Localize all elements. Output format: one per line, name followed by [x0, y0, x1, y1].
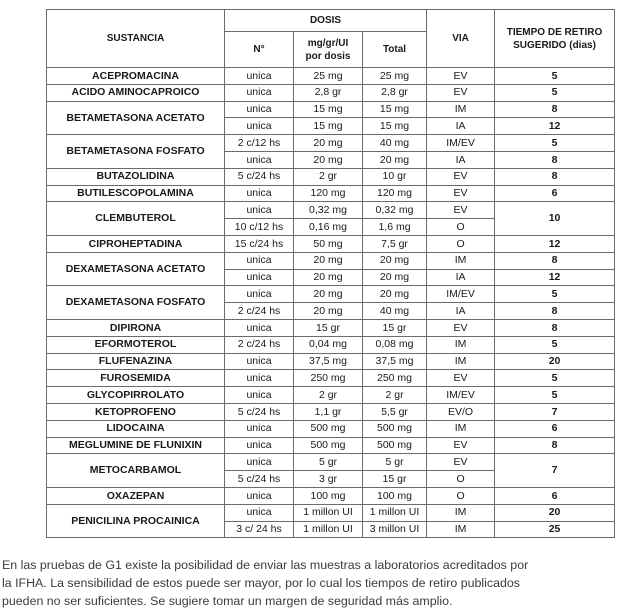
dose-total: 10 gr [363, 168, 427, 185]
substance-name: CLEMBUTEROL [47, 202, 225, 236]
dose-count: 5 c/24 hs [225, 168, 294, 185]
dose-per-administration: 500 mg [294, 437, 363, 454]
withdrawal-days: 12 [495, 235, 615, 252]
substance-name: BUTILESCOPOLAMINA [47, 185, 225, 202]
route: IM/EV [427, 135, 495, 152]
withdrawal-days: 5 [495, 135, 615, 152]
withdrawal-days: 6 [495, 185, 615, 202]
dose-per-administration: 20 mg [294, 286, 363, 303]
substance-name: PENICILINA PROCAINICA [47, 504, 225, 538]
withdrawal-days: 10 [495, 202, 615, 236]
dose-count: unica [225, 504, 294, 521]
table-row [47, 487, 615, 504]
table-row [47, 84, 615, 101]
table-row [47, 135, 615, 152]
dose-count: unica [225, 370, 294, 387]
dose-total: 15 mg [363, 101, 427, 118]
dose-total: 15 gr [363, 319, 427, 336]
table-row [47, 252, 615, 269]
substance-name: FLUFENAZINA [47, 353, 225, 370]
withdrawal-days: 20 [495, 504, 615, 521]
dose-per-administration: 15 gr [294, 319, 363, 336]
dose-total: 2 gr [363, 387, 427, 404]
route: IM/EV [427, 286, 495, 303]
dose-count: unica [225, 387, 294, 404]
dose-total: 120 mg [363, 185, 427, 202]
dose-total: 500 mg [363, 420, 427, 437]
table-row [47, 319, 615, 336]
route: O [427, 235, 495, 252]
table-row [47, 353, 615, 370]
substance-name: LIDOCAINA [47, 420, 225, 437]
dose-count: unica [225, 286, 294, 303]
dose-per-administration: 2 gr [294, 168, 363, 185]
route: EV [427, 84, 495, 101]
footnote-line-2: la IFHA. La sensibilidad de estos puede ser mayor, por lo cual los tiempos de retiro publicados [2, 576, 520, 590]
withdrawal-days: 12 [495, 118, 615, 135]
dose-total: 5 gr [363, 454, 427, 471]
route: EV [427, 319, 495, 336]
dose-per-administration: 2,8 gr [294, 84, 363, 101]
substance-name: ACIDO AMINOCAPROICO [47, 84, 225, 101]
route: EV [427, 454, 495, 471]
withdrawal-days: 8 [495, 303, 615, 320]
header-via: VIA [427, 10, 495, 68]
dose-total: 2,8 gr [363, 84, 427, 101]
route: IA [427, 269, 495, 286]
dose-total: 20 mg [363, 286, 427, 303]
header-mg-line2: por dosis [305, 50, 351, 62]
substance-name: MEGLUMINE DE FLUNIXIN [47, 437, 225, 454]
dose-total: 100 mg [363, 487, 427, 504]
dose-count: 3 c/ 24 hs [225, 521, 294, 538]
dose-total: 15 mg [363, 118, 427, 135]
header-tiempo-retiro [495, 10, 615, 68]
table-row [47, 370, 615, 387]
route: IA [427, 118, 495, 135]
header-mg-line1: mg/gr/UI [307, 37, 349, 49]
dose-per-administration: 500 mg [294, 420, 363, 437]
table-row [47, 420, 615, 437]
table-row [47, 168, 615, 185]
substance-name: DIPIRONA [47, 319, 225, 336]
substance-name: BETAMETASONA ACETATO [47, 101, 225, 135]
table-row [47, 185, 615, 202]
withdrawal-days: 8 [495, 437, 615, 454]
dose-per-administration: 15 mg [294, 118, 363, 135]
route: EV [427, 185, 495, 202]
dose-per-administration: 20 mg [294, 303, 363, 320]
substance-name: EFORMOTEROL [47, 336, 225, 353]
table-row [47, 202, 615, 219]
route: EV [427, 437, 495, 454]
withdrawal-days: 5 [495, 336, 615, 353]
dose-per-administration: 5 gr [294, 454, 363, 471]
route: IM [427, 521, 495, 538]
dose-total: 1 millon UI [363, 504, 427, 521]
dose-per-administration: 2 gr [294, 387, 363, 404]
dose-count: unica [225, 68, 294, 85]
header-dosis: DOSIS [225, 10, 427, 32]
dose-total: 20 mg [363, 252, 427, 269]
dose-per-administration: 3 gr [294, 471, 363, 488]
header-total: Total [363, 32, 427, 68]
table-row [47, 504, 615, 521]
withdrawal-days: 8 [495, 319, 615, 336]
substance-name: CIPROHEPTADINA [47, 235, 225, 252]
dose-total: 40 mg [363, 135, 427, 152]
withdrawal-days: 7 [495, 403, 615, 420]
footnote-line-1: En las pruebas de G1 existe la posibilidad de enviar las muestras a laboratorios acreditados por [2, 558, 529, 572]
route: IA [427, 151, 495, 168]
route: IM [427, 252, 495, 269]
dose-total: 250 mg [363, 370, 427, 387]
dose-count: unica [225, 487, 294, 504]
withdrawal-days: 6 [495, 420, 615, 437]
substance-name: METOCARBAMOL [47, 454, 225, 488]
substance-name: BETAMETASONA FOSFATO [47, 135, 225, 169]
dose-per-administration: 1 millon UI [294, 521, 363, 538]
substance-name: ACEPROMACINA [47, 68, 225, 85]
table-row [47, 101, 615, 118]
withdrawal-days: 5 [495, 286, 615, 303]
dose-count: unica [225, 202, 294, 219]
route: O [427, 487, 495, 504]
dose-total: 40 mg [363, 303, 427, 320]
dose-count: 10 c/12 hs [225, 219, 294, 236]
route: IA [427, 303, 495, 320]
table-row [47, 437, 615, 454]
route: EV [427, 68, 495, 85]
withdrawal-days: 5 [495, 68, 615, 85]
dose-count: 2 c/24 hs [225, 303, 294, 320]
withdrawal-days: 7 [495, 454, 615, 488]
route: IM [427, 420, 495, 437]
dose-total: 0,08 mg [363, 336, 427, 353]
header-numero: N° [225, 32, 294, 68]
withdrawal-days: 5 [495, 370, 615, 387]
substance-name: OXAZEPAN [47, 487, 225, 504]
dose-total: 20 mg [363, 269, 427, 286]
substance-name: BUTAZOLIDINA [47, 168, 225, 185]
dose-count: unica [225, 118, 294, 135]
dose-count: unica [225, 420, 294, 437]
dose-count: 5 c/24 hs [225, 471, 294, 488]
table-row [47, 336, 615, 353]
dose-per-administration: 100 mg [294, 487, 363, 504]
substance-name: KETOPROFENO [47, 403, 225, 420]
dose-per-administration: 25 mg [294, 68, 363, 85]
dose-total: 3 millon UI [363, 521, 427, 538]
dose-per-administration: 37,5 mg [294, 353, 363, 370]
dose-per-administration: 0,04 mg [294, 336, 363, 353]
dose-count: unica [225, 319, 294, 336]
dose-per-administration: 20 mg [294, 269, 363, 286]
dose-per-administration: 50 mg [294, 235, 363, 252]
dose-count: unica [225, 437, 294, 454]
dose-count: 2 c/24 hs [225, 336, 294, 353]
dose-per-administration: 120 mg [294, 185, 363, 202]
dose-count: unica [225, 252, 294, 269]
dose-per-administration: 20 mg [294, 151, 363, 168]
withdrawal-days: 5 [495, 84, 615, 101]
table-row [47, 286, 615, 303]
dose-total: 15 gr [363, 471, 427, 488]
dose-count: 2 c/12 hs [225, 135, 294, 152]
substance-name: GLYCOPIRROLATO [47, 387, 225, 404]
footnote-line-3: pueden no ser suficientes. Se sugiere tomar un margen de seguridad más amplio. [2, 594, 453, 608]
header-tiempo-line1: TIEMPO DE RETIRO [506, 26, 603, 38]
route: IM [427, 336, 495, 353]
withdrawal-days: 8 [495, 252, 615, 269]
dose-count: unica [225, 84, 294, 101]
dose-per-administration: 250 mg [294, 370, 363, 387]
dose-per-administration: 15 mg [294, 101, 363, 118]
route: IM [427, 353, 495, 370]
withdrawal-days: 12 [495, 269, 615, 286]
table-row [47, 68, 615, 85]
header-tiempo-line2: SUGERIDO (dias) [513, 39, 596, 51]
dose-count: unica [225, 269, 294, 286]
dose-per-administration: 0,32 mg [294, 202, 363, 219]
route: IM [427, 504, 495, 521]
table-row [47, 454, 615, 471]
route: EV [427, 168, 495, 185]
dose-count: unica [225, 454, 294, 471]
withdrawal-days: 5 [495, 387, 615, 404]
withdrawal-days: 8 [495, 101, 615, 118]
dose-per-administration: 20 mg [294, 135, 363, 152]
dose-per-administration: 1,1 gr [294, 403, 363, 420]
substance-name: DEXAMETASONA ACETATO [47, 252, 225, 286]
table-row [47, 387, 615, 404]
substance-name: DEXAMETASONA FOSFATO [47, 286, 225, 320]
withdrawal-days: 6 [495, 487, 615, 504]
footnote [2, 556, 622, 610]
withdrawal-times-table [46, 9, 615, 538]
route: EV [427, 202, 495, 219]
dose-count: 15 c/24 hs [225, 235, 294, 252]
table-row [47, 235, 615, 252]
dose-total: 37,5 mg [363, 353, 427, 370]
substance-name: FUROSEMIDA [47, 370, 225, 387]
withdrawal-days: 25 [495, 521, 615, 538]
dose-total: 0,32 mg [363, 202, 427, 219]
dose-per-administration: 20 mg [294, 252, 363, 269]
withdrawal-days: 8 [495, 151, 615, 168]
route: IM/EV [427, 387, 495, 404]
table-body [47, 68, 615, 538]
dose-count: unica [225, 101, 294, 118]
route: O [427, 219, 495, 236]
table-row [47, 403, 615, 420]
dose-per-administration: 0,16 mg [294, 219, 363, 236]
route: EV/O [427, 403, 495, 420]
dose-total: 5,5 gr [363, 403, 427, 420]
route: O [427, 471, 495, 488]
dose-count: unica [225, 185, 294, 202]
dose-count: unica [225, 151, 294, 168]
dose-total: 500 mg [363, 437, 427, 454]
dose-per-administration: 1 millon UI [294, 504, 363, 521]
dose-total: 1,6 mg [363, 219, 427, 236]
dose-count: 5 c/24 hs [225, 403, 294, 420]
header-sustancia: SUSTANCIA [47, 10, 225, 68]
dose-total: 20 mg [363, 151, 427, 168]
dose-total: 7,5 gr [363, 235, 427, 252]
dose-total: 25 mg [363, 68, 427, 85]
withdrawal-days: 8 [495, 168, 615, 185]
withdrawal-table-container [46, 9, 614, 538]
dose-count: unica [225, 353, 294, 370]
route: EV [427, 370, 495, 387]
route: IM [427, 101, 495, 118]
withdrawal-days: 20 [495, 353, 615, 370]
header-mg-por-dosis [294, 32, 363, 68]
